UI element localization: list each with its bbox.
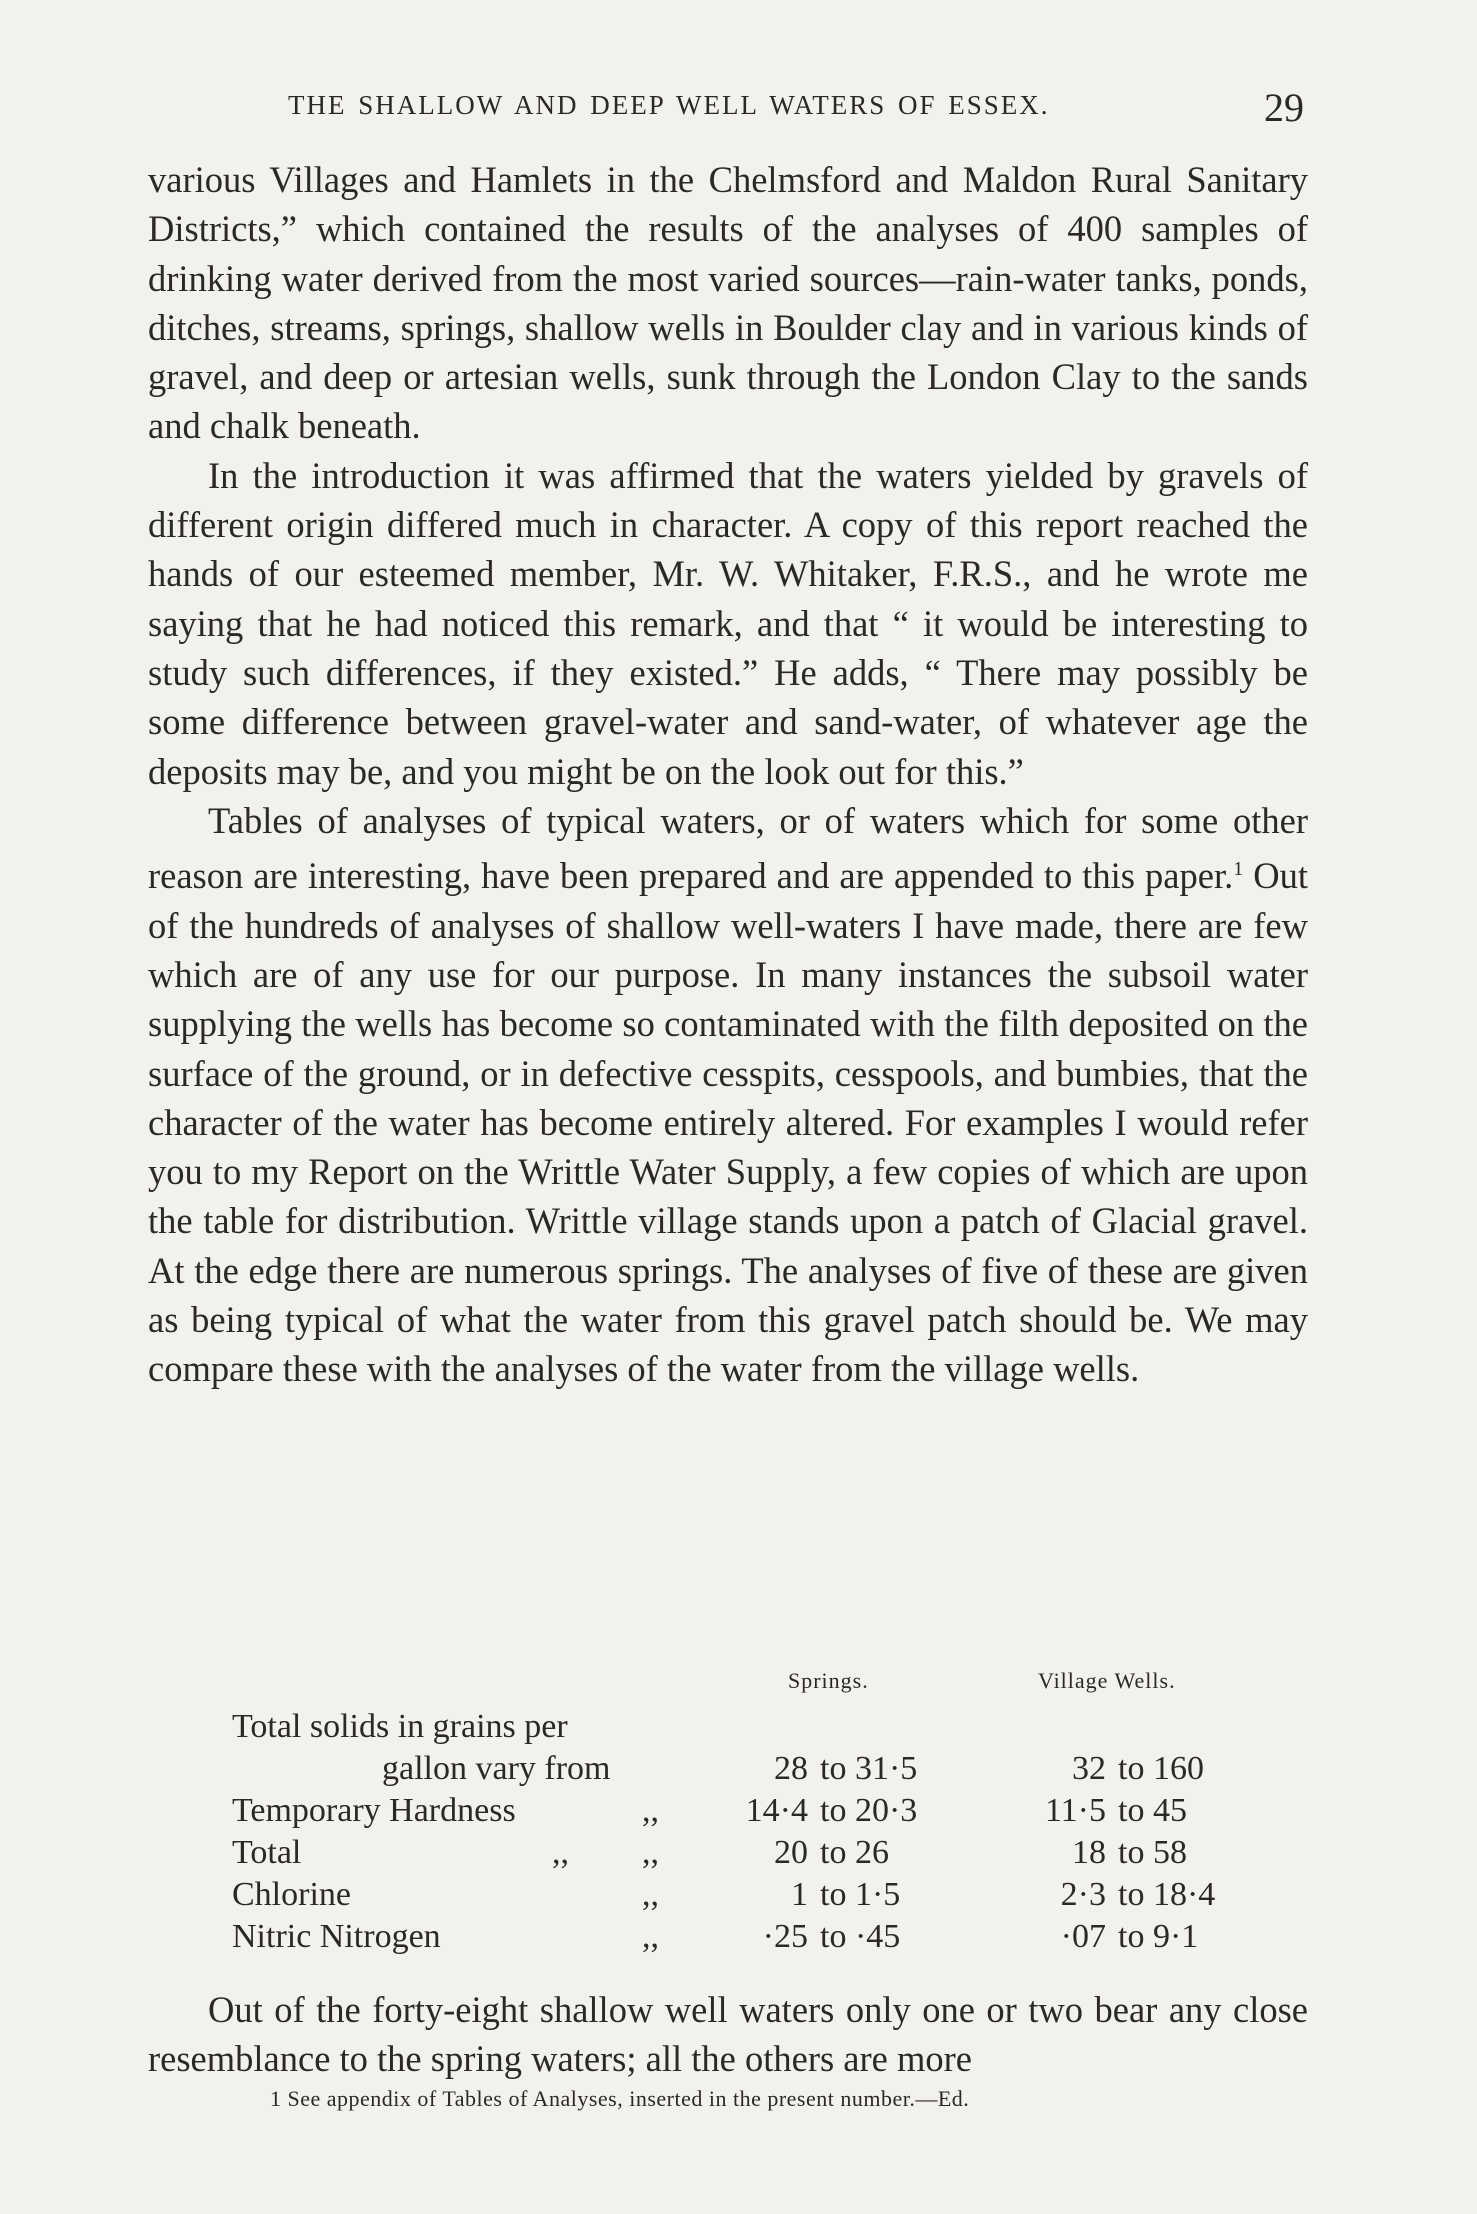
paragraph-1: various Villages and Hamlets in the Chelmsford and Maldon Rural Sanitary Districts,” which contained the results of the analyses of 400 samples of drinking water derived from the most varied sources—rain-water tanks, ponds, ditches, streams, springs, shallow wells in Boulder clay and in various kinds of gravel, and deep or artesian wells, sunk through the London Clay to the sands and chalk beneath.	[148, 159, 1308, 447]
springs-to: to 20·3	[820, 1792, 918, 1829]
column-header-village-wells: Village Wells.	[1038, 1668, 1176, 1693]
paragraph-closing: Out of the forty-eight shallow well waters only one or two bear any close resemblance to the spring waters; all the others are more	[148, 1989, 1308, 2080]
footnote-reference: 1	[1233, 858, 1244, 881]
village-to: to 160	[1118, 1750, 1204, 1787]
page-number: 29	[1264, 85, 1304, 130]
footnote: 1 See appendix of Tables of Analyses, inserted in the present number.—Ed.	[270, 2086, 970, 2111]
row-label: Temporary Hardness	[232, 1792, 516, 1829]
ditto-mark: ,,	[642, 1918, 659, 1955]
springs-to: to 31·5	[820, 1750, 918, 1787]
village-to: to 45	[1118, 1792, 1187, 1829]
village-from: ·07	[1060, 1918, 1106, 1955]
springs-from: 14·4	[745, 1792, 808, 1829]
page-header	[148, 84, 1308, 134]
body-text	[148, 155, 1308, 1394]
springs-from: ·25	[762, 1918, 808, 1955]
column-header-springs: Springs.	[788, 1668, 869, 1693]
springs-from: 1	[791, 1876, 808, 1913]
row-label: Nitric Nitrogen	[232, 1918, 441, 1955]
paragraph-2: In the introduction it was affirmed that the waters yielded by gravels of different origin differed much in character. A copy of this report reached the hands of our esteemed member, Mr. W. Whitaker, F.R.S., and he wrote me saying that he had noticed this remark, and that “ it would be interesting to study such differences, if they existed.” He adds, “ There may possibly be some difference between gravel-water and sand-water, of whatever age the deposits may be, and you might be on the look out for this.”	[148, 454, 1308, 792]
paragraph-3-text: Tables of analyses of typical waters, or of waters which for some other reason are interesting, have been prepared and are appended to this paper.	[148, 799, 1308, 897]
row-label: gallon vary from	[382, 1750, 611, 1787]
analysis-table	[148, 1668, 1308, 1958]
village-from: 32	[1072, 1750, 1106, 1787]
village-from: 2·3	[1060, 1876, 1106, 1913]
ditto-mark: ,,	[552, 1834, 569, 1871]
village-from: 18	[1072, 1834, 1106, 1871]
springs-to: to ·45	[820, 1918, 901, 1955]
row-label: Total	[232, 1834, 302, 1871]
springs-to: to 26	[820, 1834, 889, 1871]
row-label: Chlorine	[232, 1876, 351, 1913]
paragraph-3	[148, 796, 1308, 1394]
village-from: 11·5	[1044, 1792, 1106, 1829]
closing-paragraph	[148, 1985, 1308, 2084]
table-row	[148, 1792, 1308, 1836]
springs-from: 20	[774, 1834, 808, 1871]
ditto-mark: ,,	[642, 1792, 659, 1829]
springs-to: to 1·5	[820, 1876, 901, 1913]
paragraph-3-continued: Out of the hundreds of analyses of shallow well-waters I have made, there are few which are of any use for our purpose. In many instances the subsoil water supplying the wells has become so contaminated with the filth deposited on the surface of the ground, or in defective cesspits, cesspools, and bumbies, that the character of the water has become entirely altered. For examples I would refer you to my Report on the Writtle Water Supply, a few copies of which are upon the table for distribution. Writtle village stands upon a patch of Glacial gravel. At the edge there are numerous springs. The analyses of five of these are given as being typical of what the water from this gravel patch should be. We may compare these with the analyses of the water from the village wells.	[148, 855, 1308, 1390]
table-row	[148, 1708, 1308, 1752]
table-row	[148, 1834, 1308, 1878]
table-row	[148, 1918, 1308, 1962]
village-to: to 18·4	[1118, 1876, 1216, 1913]
ditto-mark: ,,	[642, 1834, 659, 1871]
table-row	[148, 1876, 1308, 1920]
village-to: to 9·1	[1118, 1918, 1199, 1955]
running-title: THE SHALLOW AND DEEP WELL WATERS OF ESSEX.	[288, 90, 1050, 120]
springs-from: 28	[774, 1750, 808, 1787]
table-row	[148, 1750, 1308, 1794]
ditto-mark: ,,	[642, 1876, 659, 1913]
row-label: Total solids in grains per	[232, 1708, 568, 1745]
village-to: to 58	[1118, 1834, 1187, 1871]
